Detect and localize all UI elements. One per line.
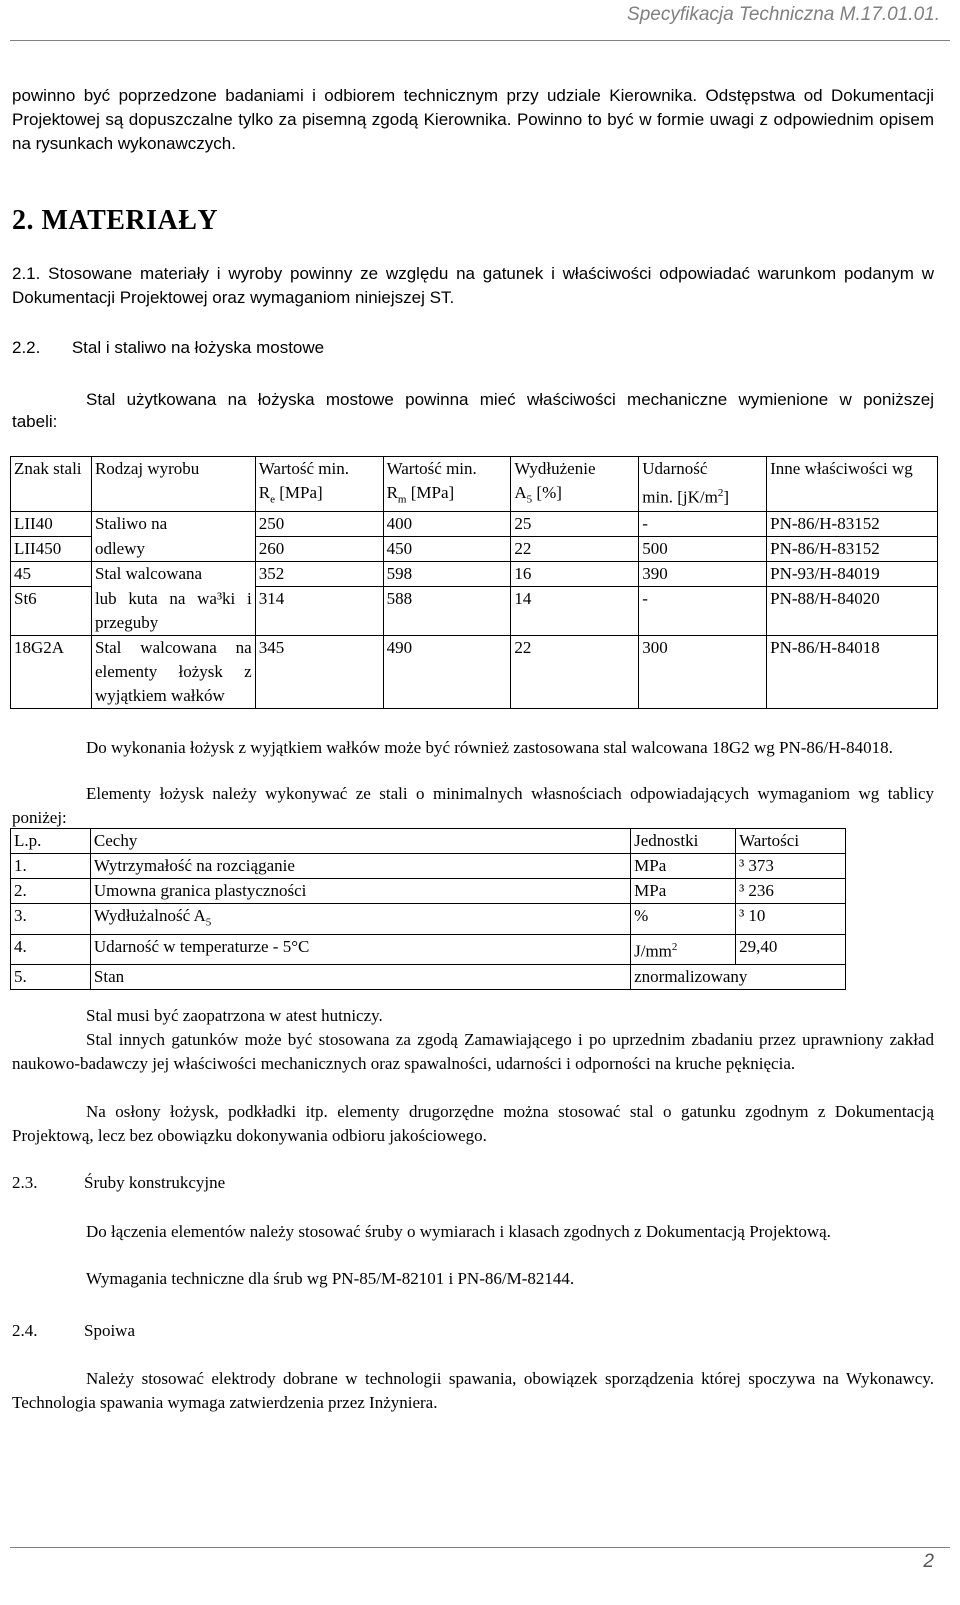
- table-row: LII40 Staliwo na 250 400 25 - PN-86/H-83152: [11, 512, 938, 537]
- subsection-2-2: [12, 336, 324, 360]
- subsection-2-4: 2.4. Spoiwa: [12, 1321, 135, 1340]
- paragraph-other-grades: Stal innych gatunków może być stosowana za zgodą Zamawiającego i po uprzednim zbadaniu przez uprawniony zakład naukowo-badawczy jej właściwości mechanicznych oraz spawalności, udarności i odporności na kruche pęknięcia.: [12, 1030, 934, 1073]
- header-inne: Inne właściwości wg: [767, 457, 938, 512]
- footer-divider: [10, 1547, 950, 1548]
- paragraph-requirements: Elementy łożysk należy wykonywać ze stali o minimalnych własnościach odpowiadających wymaganiom wg tablicy poniżej:: [12, 784, 934, 827]
- paragraph-2-1: 2.1. Stosowane materiały i wyroby powinny ze względu na gatunek i właściwości odpowiadać warunkom podanym w Dokumentacji Projektowej oraz wymaganiom niniejszej ST.: [12, 264, 934, 307]
- section-title: 2. MATERIAŁY: [12, 205, 219, 236]
- paragraph-2-2-line1: Stal użytkowana na łożyska mostowe powinna mieć właściwości mechaniczne wymienione w poniższej: [86, 390, 934, 409]
- table-row: 1. Wytrzymałość na rozciąganie MPa ³ 373: [11, 854, 846, 879]
- table-row: 2. Umowna granica plastyczności MPa ³ 236: [11, 879, 846, 904]
- table-header-row: L.p. Cechy Jednostki Wartości: [11, 829, 846, 854]
- paragraph-2-2-line2: tabeli:: [12, 412, 58, 431]
- table-row: 4. Udarność w temperaturze - 5°C $J/mm^2$ 29,40: [11, 935, 846, 965]
- table-row: 3. Wydłużalność $A_5$ % ³ 10: [11, 904, 846, 935]
- steel-properties-table: [10, 456, 938, 709]
- subsection-2-2-title: Stal i staliwo na łożyska mostowe: [71, 338, 325, 357]
- header-a5: Wydłużenie $A_5$ [%]: [511, 457, 639, 512]
- paragraph-2-3-standards: Wymagania techniczne dla śrub wg PN-85/M-82101 i PN-86/M-82144.: [86, 1269, 575, 1288]
- document-header: Specyfikacja Techniczna M.17.01.01.: [627, 4, 940, 25]
- table-row: 45 Stal walcowana 352 598 16 390 PN-93/H-84019: [11, 562, 938, 587]
- paragraph-2-3-body: Do łączenia elementów należy stosować śruby o wymiarach i klasach zgodnych z Dokumentacją Projektową.: [86, 1222, 831, 1241]
- header-rodzaj: Rodzaj wyrobu: [91, 457, 255, 512]
- paragraph-atest: Stal musi być zaopatrzona w atest hutniczy.: [86, 1006, 383, 1025]
- header-re: Wartość min. $R_e$ [MPa]: [255, 457, 383, 512]
- table-row: 18G2A Stal walcowana na elementy łożysk z wyjątkiem wałków 345 490 22 300 PN-86/H-84018: [11, 635, 938, 708]
- header-divider: [10, 40, 950, 41]
- paragraph-2-4-body: Należy stosować elektrody dobrane w technologii spawania, obowiązek sporządzenia której spoczywa na Wykonawcy. Technologia spawania wymaga zatwierdzenia przez Inżyniera.: [12, 1369, 934, 1412]
- table-row: LII450 odlewy 260 450 22 500 PN-86/H-83152: [11, 537, 938, 562]
- minimum-properties-table: [10, 828, 846, 990]
- subsection-2-3: 2.3. Śruby konstrukcyjne: [12, 1173, 226, 1192]
- table-row: 5. Stan znormalizowany: [11, 965, 846, 990]
- paragraph-after-table1: Do wykonania łożysk z wyjątkiem wałków może być również zastosowana stal walcowana 18G2 wg PN-86/H-84018.: [86, 738, 893, 757]
- header-rm: Wartość min. $R_m$ [MPa]: [383, 457, 511, 512]
- header-udarnosc: Udarność min. $[jK/m^2]$: [639, 457, 767, 512]
- subsection-2-2-number: 2.2.: [12, 338, 41, 357]
- table-row: St6 lub kuta na wa³ki i przeguby 314 588 14 - PN-88/H-84020: [11, 587, 938, 636]
- table-header-row: [11, 457, 938, 512]
- paragraph-covers: Na osłony łożysk, podkładki itp. elementy drugorzędne można stosować stal o gatunku zgodnym z Dokumentacją Projektową, lecz bez obowiązku dokonywania odbioru jakościowego.: [12, 1102, 934, 1145]
- page-number: 2: [923, 1551, 934, 1572]
- intro-paragraph: powinno być poprzedzone badaniami i odbiorem technicznym przy udziale Kierownika. Odstępstwa od Dokumentacji Projektowej są dopuszczalne tylko za pisemną zgodą Kierownika. Powinno to być w formie uwagi z odpowiednim opisem na rysunkach wykonawczych.: [12, 86, 934, 153]
- header-znak: Znak stali: [11, 457, 92, 512]
